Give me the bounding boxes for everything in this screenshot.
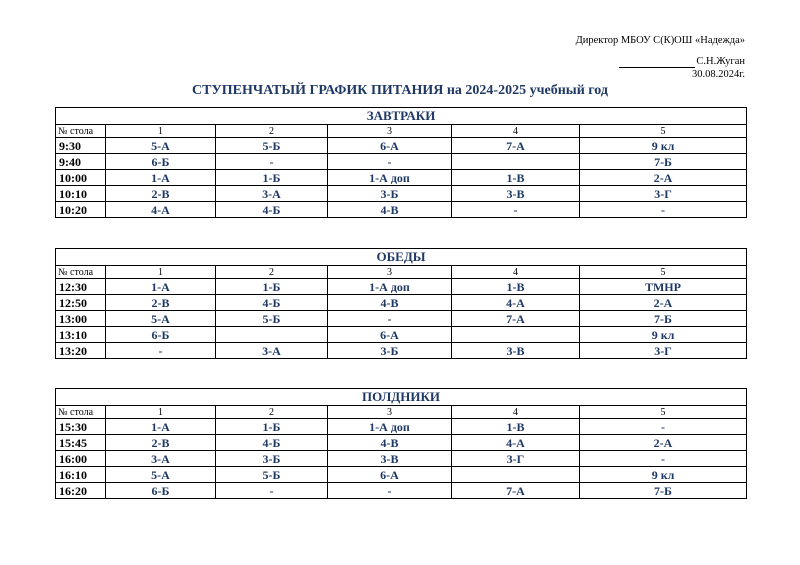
- time-cell: 10:00: [56, 170, 106, 186]
- table-row: [56, 154, 747, 170]
- class-cell: 1-А: [106, 279, 216, 295]
- class-cell: 1-Б: [216, 279, 328, 295]
- class-cell: 6-Б: [106, 154, 216, 170]
- column-header: 2: [216, 406, 328, 419]
- class-cell: 6-А: [328, 327, 452, 343]
- class-cell: -: [328, 483, 452, 499]
- class-cell: -: [216, 154, 328, 170]
- director-name: С.Н.Жуган: [696, 56, 745, 67]
- column-header: 3: [328, 125, 452, 138]
- column-header: 1: [106, 125, 216, 138]
- class-cell: 3-А: [106, 451, 216, 467]
- column-header: 4: [452, 125, 580, 138]
- time-cell: 15:45: [56, 435, 106, 451]
- class-cell: 7-А: [452, 483, 580, 499]
- table-row: [56, 483, 747, 499]
- director-title: Директор МБОУ С(К)ОШ «Надежда»: [575, 35, 745, 46]
- class-cell: -: [580, 202, 747, 218]
- table-row: [56, 170, 747, 186]
- class-cell: 7-А: [452, 138, 580, 154]
- class-cell: 7-Б: [580, 311, 747, 327]
- class-cell: 2-В: [106, 186, 216, 202]
- table-row: [56, 451, 747, 467]
- time-cell: 16:10: [56, 467, 106, 483]
- class-cell: 1-Б: [216, 170, 328, 186]
- column-header: 5: [580, 125, 747, 138]
- schedule-table: [55, 107, 747, 218]
- class-cell: 2-А: [580, 295, 747, 311]
- class-cell: 2-В: [106, 435, 216, 451]
- class-cell: 4-В: [328, 435, 452, 451]
- class-cell: 4-А: [452, 295, 580, 311]
- class-cell: 5-Б: [216, 138, 328, 154]
- time-cell: 16:00: [56, 451, 106, 467]
- class-cell: 1-А доп: [328, 419, 452, 435]
- class-cell: 1-В: [452, 170, 580, 186]
- class-cell: 4-А: [106, 202, 216, 218]
- class-cell: 2-В: [106, 295, 216, 311]
- class-cell: 5-А: [106, 311, 216, 327]
- class-cell: 3-Б: [328, 343, 452, 359]
- class-cell: -: [580, 451, 747, 467]
- signature-line: [576, 55, 745, 68]
- class-cell: -: [216, 483, 328, 499]
- time-cell: 10:10: [56, 186, 106, 202]
- table-row: [56, 327, 747, 343]
- class-cell: 4-А: [452, 435, 580, 451]
- class-cell: 6-А: [328, 467, 452, 483]
- class-cell: 3-А: [216, 343, 328, 359]
- class-cell: [452, 327, 580, 343]
- class-cell: 1-А: [106, 170, 216, 186]
- column-header: 2: [216, 266, 328, 279]
- page-title: СТУПЕНЧАТЫЙ ГРАФИК ПИТАНИЯ на 2024-2025 учебный год: [192, 83, 608, 98]
- class-cell: -: [328, 154, 452, 170]
- class-cell: 3-Г: [580, 343, 747, 359]
- time-cell: 13:10: [56, 327, 106, 343]
- table-number-label: № стола: [56, 266, 106, 279]
- time-cell: 12:30: [56, 279, 106, 295]
- column-header: 4: [452, 266, 580, 279]
- table-row: [56, 295, 747, 311]
- schedule-table: [55, 388, 747, 499]
- class-cell: 4-Б: [216, 435, 328, 451]
- class-cell: ТМНР: [580, 279, 747, 295]
- column-header: 5: [580, 266, 747, 279]
- class-cell: 1-А: [106, 419, 216, 435]
- class-cell: 3-Г: [452, 451, 580, 467]
- table-row: [56, 138, 747, 154]
- class-cell: 1-А доп: [328, 170, 452, 186]
- class-cell: 2-А: [580, 170, 747, 186]
- approval-date: 30.08.2024г.: [692, 69, 745, 80]
- class-cell: -: [580, 419, 747, 435]
- approval-block: [576, 34, 745, 81]
- class-cell: 3-А: [216, 186, 328, 202]
- section-heading: ОБЕДЫ: [56, 249, 747, 266]
- class-cell: 4-В: [328, 202, 452, 218]
- class-cell: 3-Б: [328, 186, 452, 202]
- class-cell: 5-А: [106, 138, 216, 154]
- class-cell: 5-Б: [216, 467, 328, 483]
- column-header: 1: [106, 406, 216, 419]
- class-cell: [452, 467, 580, 483]
- class-cell: 7-А: [452, 311, 580, 327]
- time-cell: 16:20: [56, 483, 106, 499]
- time-cell: 13:20: [56, 343, 106, 359]
- class-cell: 1-Б: [216, 419, 328, 435]
- class-cell: 9 кл: [580, 467, 747, 483]
- table-number-label: № стола: [56, 406, 106, 419]
- table-row: [56, 279, 747, 295]
- class-cell: 6-Б: [106, 483, 216, 499]
- table-row: [56, 467, 747, 483]
- table-row: [56, 186, 747, 202]
- class-cell: 3-Г: [580, 186, 747, 202]
- section-heading: ПОЛДНИКИ: [56, 389, 747, 406]
- table-row: [56, 419, 747, 435]
- column-header: 3: [328, 406, 452, 419]
- class-cell: 6-Б: [106, 327, 216, 343]
- table-row: [56, 311, 747, 327]
- schedule-table: [55, 248, 747, 359]
- class-cell: 2-А: [580, 435, 747, 451]
- time-cell: 9:30: [56, 138, 106, 154]
- column-header: 4: [452, 406, 580, 419]
- column-header: 5: [580, 406, 747, 419]
- table-row: [56, 435, 747, 451]
- class-cell: 4-В: [328, 295, 452, 311]
- column-header: 3: [328, 266, 452, 279]
- section-heading: ЗАВТРАКИ: [56, 108, 747, 125]
- class-cell: -: [106, 343, 216, 359]
- table-row: [56, 343, 747, 359]
- class-cell: 1-В: [452, 419, 580, 435]
- class-cell: 6-А: [328, 138, 452, 154]
- time-cell: 9:40: [56, 154, 106, 170]
- class-cell: 3-В: [328, 451, 452, 467]
- time-cell: 15:30: [56, 419, 106, 435]
- class-cell: 4-Б: [216, 202, 328, 218]
- class-cell: 3-Б: [216, 451, 328, 467]
- column-header: 1: [106, 266, 216, 279]
- class-cell: 3-В: [452, 186, 580, 202]
- class-cell: 7-Б: [580, 154, 747, 170]
- class-cell: 3-В: [452, 343, 580, 359]
- class-cell: 9 кл: [580, 138, 747, 154]
- class-cell: [216, 327, 328, 343]
- time-cell: 13:00: [56, 311, 106, 327]
- class-cell: [452, 154, 580, 170]
- table-row: [56, 202, 747, 218]
- class-cell: 9 кл: [580, 327, 747, 343]
- class-cell: 7-Б: [580, 483, 747, 499]
- class-cell: -: [328, 311, 452, 327]
- table-number-label: № стола: [56, 125, 106, 138]
- class-cell: 4-Б: [216, 295, 328, 311]
- class-cell: 5-А: [106, 467, 216, 483]
- class-cell: 1-В: [452, 279, 580, 295]
- class-cell: 5-Б: [216, 311, 328, 327]
- class-cell: -: [452, 202, 580, 218]
- column-header: 2: [216, 125, 328, 138]
- time-cell: 12:50: [56, 295, 106, 311]
- class-cell: 1-А доп: [328, 279, 452, 295]
- signature-underline: [619, 57, 695, 68]
- time-cell: 10:20: [56, 202, 106, 218]
